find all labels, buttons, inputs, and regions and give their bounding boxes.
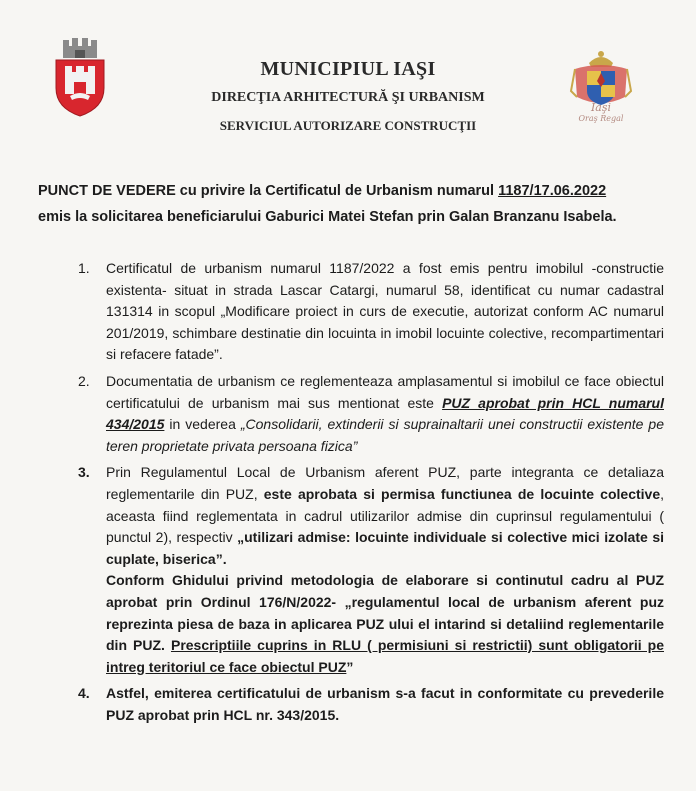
logo-right-text: Iaşi [590,101,612,114]
puz-reference: PUZ aprobat prin HCL numarul 434/2015 [106,394,664,433]
intro-line-1 [38,178,668,204]
list-item [78,683,664,726]
item-text-part: Conform Ghidului privind metodologia de elaborare si continutul cadru al PUZ aprobat prin Ordinul 176/N/2022- „regulamentul local de urbanism aferent puz reprezinta piesa de baza in aplicarea PUZ ului el intarind si detaliind reglementarile din PUZ. [106,572,664,654]
header-subtitle: DIRECŢIA ARHITECTURĂ ŞI URBANISM [211,90,485,105]
header-title: MUNICIPIUL IAŞI [260,58,436,80]
intro-text: PUNCT DE VEDERE cu privire la Certificatul de Urbanism numarul [38,183,499,199]
item-number: 4. [78,685,90,702]
permitted-function: este aprobata si permisa functiunea de locuinte colective [263,485,661,502]
rlu-prescriptions: Prescriptiile cuprins in RLU ( permisiuni si restrictii) sunt obligatorii pe intreg teritoriul ce face obiectul PUZ [106,637,664,675]
item-number: 2. [78,372,90,389]
logo-right-sub: Oraş Regal [578,114,624,123]
item-text [106,371,664,457]
item-text-part: Prin Regulamentul Local de Urbanism aferent PUZ, parte integranta ce detaliaza reglementarile din PUZ, [106,464,664,502]
numbered-list [78,258,664,726]
intro-line-2: emis la solicitarea beneficiarului Gaburici Matei Stefan prin Galan Branzanu Isabela. [38,209,617,225]
admitted-uses: „utilizari admise: locuinte individuale si colective mici izolate si cuplate, biserica”. [106,529,664,567]
list-item [78,258,664,366]
item-text-part: ” [346,658,354,675]
item-text: Certificatul de urbanism numarul 1187/2022 a fost emis pentru imobilul -constructie existenta- situat in strada Lascar Catargi, numarul 58, identificat cu numar cadastral 131314 in scopul „Modificare proiect in curs de executie, autorizat conform AC numarul 201/2019, schimbare destinatie din locuinta in imobil locuinte colective, recompartimentari si refacere fatade”. [106,260,664,363]
puz-purpose: „Consolidarii, extinderii si suprainaltarii unei constructii existente pe teren proprietate privata persoana fizica” [106,416,664,454]
iasi-coat-of-arms-icon [50,36,110,118]
item-text: Astfel, emiterea certificatului de urbanism s-a facut in conformitate cu prevederile PUZ aprobat prin HCL nr. 343/2015. [106,685,664,723]
item-text-part: in vederea [164,416,241,433]
item-text-part: , aceasta fiind reglementata in cadrul utilizarilor admise din cuprinsul regulamentului ( punctul 2), respectiv [106,485,664,546]
header-service: SERVICIUL AUTORIZARE CONSTRUCŢII [219,118,477,133]
item-number: 3. [78,464,90,481]
certificate-number: 1187/17.06.2022 [498,183,607,199]
list-item [78,462,664,678]
item-text-secondary [106,570,664,678]
list-item [78,371,664,457]
item-text [106,462,664,570]
item-text-part: Documentatia de urbanism ce reglementeaza amplasamentul si imobilul ce face obiectul certificatului de urbanism mai sus mentionat este [106,372,664,411]
item-number: 1. [78,260,90,276]
